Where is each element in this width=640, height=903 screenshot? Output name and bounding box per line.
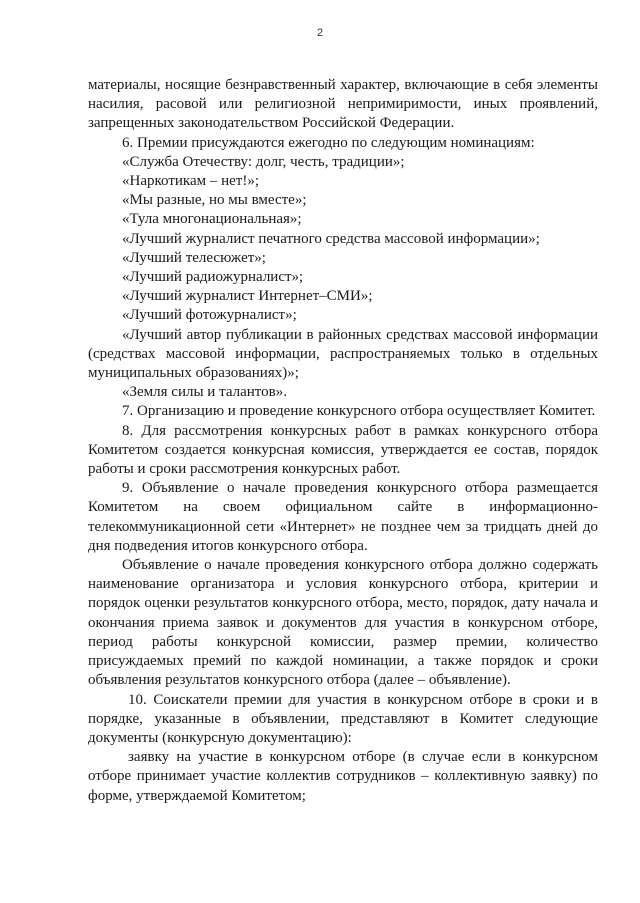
nomination-item: «Тула многонациональная»; [122, 211, 302, 228]
nomination-item: «Наркотикам – нет!»; [122, 173, 260, 190]
nomination-item: «Лучший телесюжет»; [122, 249, 266, 266]
item-10-paragraph: 10. Соискатели премии для участия в конкурсном отборе в сроки и в порядке, указанные в объявлении, представляют в Комитет следующие документы (конкурсную документацию): [88, 691, 598, 746]
nomination-item: «Служба Отечеству: долг, честь, традиции»; [122, 153, 405, 170]
item-9-paragraph: 9. Объявление о начале проведения конкурсного отбора размещается Комитетом на своем официальном сайте в информационно-телекоммуникационной сети «Интернет» не позднее чем за тридцать дней до дня подведения итогов конкурсного отбора. [88, 480, 598, 554]
nomination-item: «Лучший автор публикации в районных средствах массовой информации (средствах массовой информации, распространяемых только в отдельных муниципальных образованиях)»; [88, 326, 598, 382]
nomination-item: «Мы разные, но мы вместе»; [122, 192, 307, 209]
item-10-application-paragraph: заявку на участие в конкурсном отборе (в случае если в конкурсном отборе принимает участие коллектив сотрудников – коллективную заявку) по форме, утверждаемой Комитетом; [88, 749, 598, 804]
nomination-item: «Земля силы и талантов». [122, 384, 287, 401]
nomination-item: «Лучший журналист Интернет–СМИ»; [122, 288, 373, 305]
item-8-paragraph: 8. Для рассмотрения конкурсных работ в рамках конкурсного отбора Комитетом создается конкурсная комиссия, утверждается ее состав, порядок работы и сроки рассмотрения конкурсных работ. [88, 422, 598, 478]
page-number: 2 [316, 27, 324, 39]
document-body [88, 76, 598, 806]
item-9-announcement-paragraph: Объявление о начале проведения конкурсного отбора должно содержать наименование организатора и условия конкурсного отбора, критерии и порядок оценки результатов конкурсного отбора, место, порядок, дату начала и окончания приема заявок и документов для участия в конкурсном отборе, период работы конкурсной комиссии, размер премии, количество присуждаемых премий по каждой номинации, а также порядок и сроки объявления результатов конкурсного отбора (далее – объявление). [88, 557, 598, 689]
nominations-list [88, 153, 598, 403]
item-7-paragraph: 7. Организацию и проведение конкурсного отбора осуществляет Комитет. [122, 403, 596, 420]
nomination-item: «Лучший радиожурналист»; [122, 269, 304, 286]
nomination-item: «Лучший фотожурналист»; [122, 307, 297, 324]
nomination-item: «Лучший журналист печатного средства массовой информации»; [122, 230, 540, 247]
intro-continuation-paragraph: материалы, носящие безнравственный характер, включающие в себя элементы насилия, расовой или религиозной непримиримости, иных проявлений, запрещенных законодательством Российской Федерации. [88, 77, 598, 132]
item-6-heading: 6. Премии присуждаются ежегодно по следующим номинациям: [122, 134, 535, 151]
